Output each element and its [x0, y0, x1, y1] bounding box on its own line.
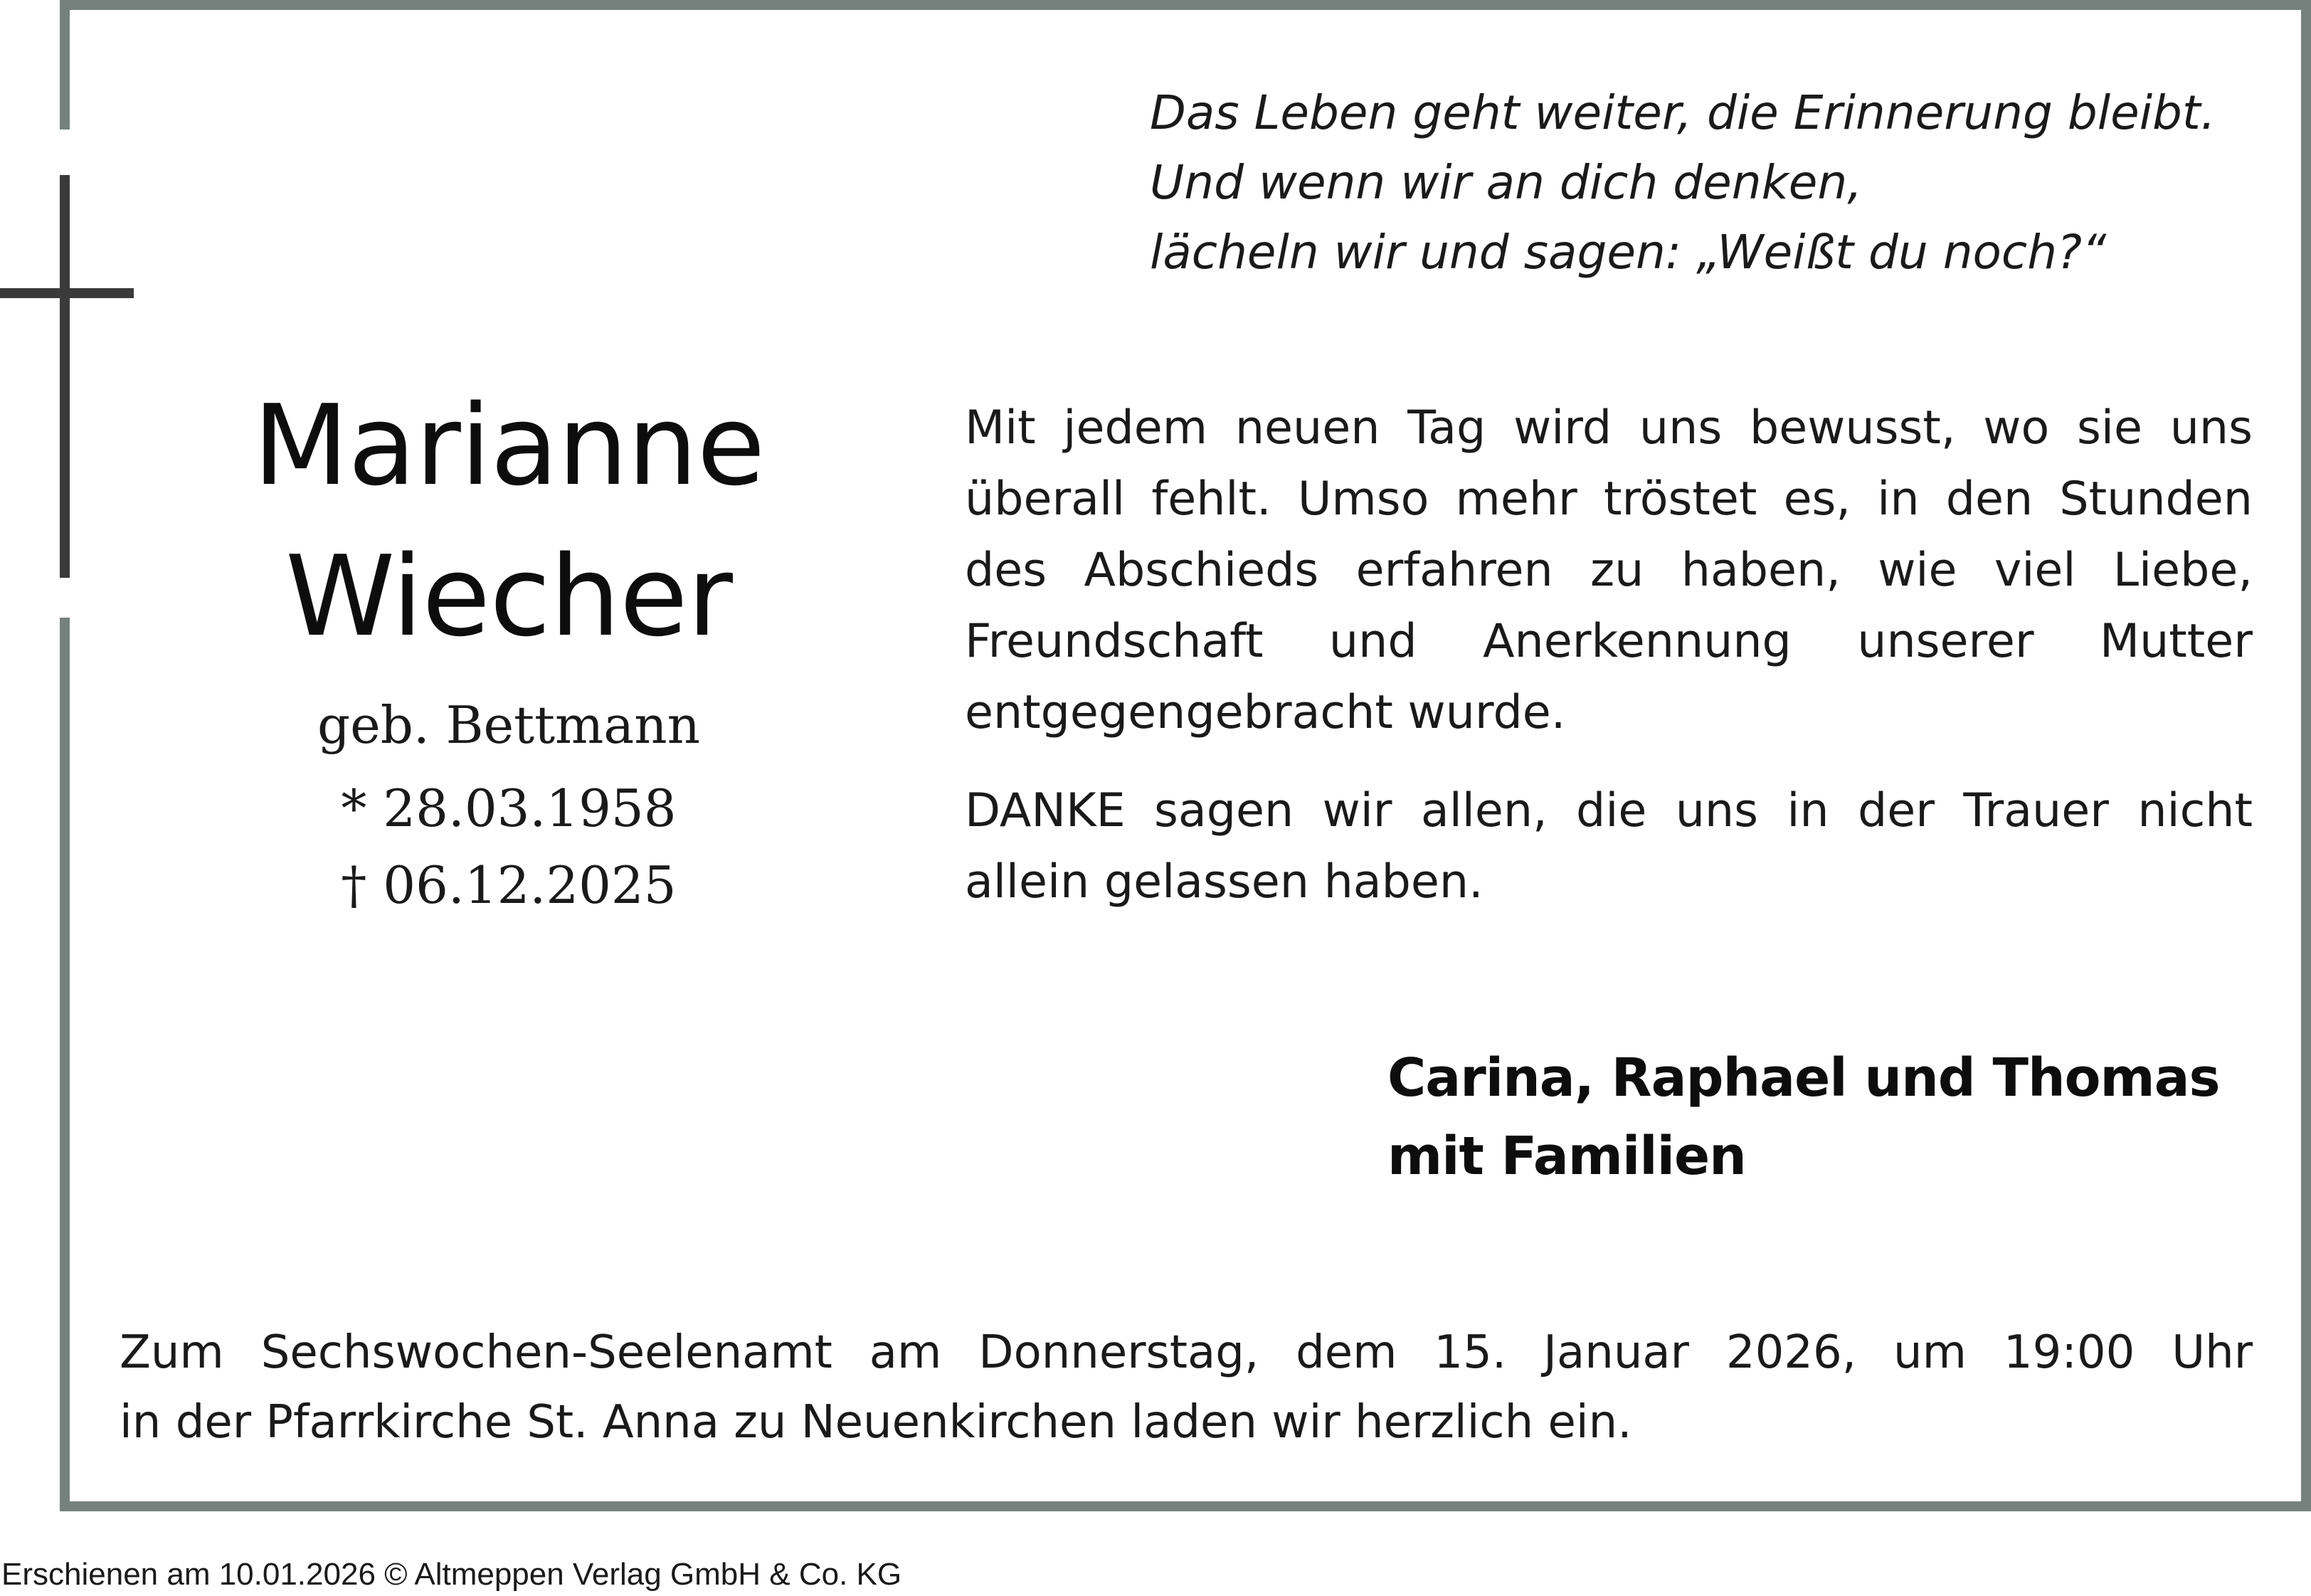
motto-line: lächeln wir und sagen: „Weißt du noch?“ [1150, 225, 2107, 280]
motto-line: Das Leben geht weiter, die Erinnerung bleibt. [1150, 85, 2216, 140]
memorial-service-info [120, 1318, 2253, 1457]
thanks-paragraph: Mit jedem neuen Tag wird uns bewusst, wo sie uns überall fehlt. Umso mehr tröstet es, in den Stunden des Abschieds erfahren zu haben, wie viel Liebe, Freundschaft und Anerkennung unserer Mutter entgegengebracht wurde. [965, 401, 2253, 739]
service-line: in der Pfarrkirche St. Anna zu Neuenkirchen laden wir herzlich ein. [120, 1396, 1632, 1449]
birth-date: * 28.03.1958 [341, 778, 677, 838]
notice-frame-left-top [60, 0, 70, 130]
thanks-paragraph: DANKE sagen wir allen, die uns in der Trauer nicht allein gelassen haben. [965, 784, 2253, 909]
cross-horizontal-bar [0, 288, 134, 298]
publication-footer: Erschienen am 10.01.2026 © Altmeppen Verlag GmbH & Co. KG [1, 1557, 902, 1592]
signature-line: mit Familien [1387, 1126, 1746, 1187]
signature [1387, 1039, 2263, 1195]
signature-line: Carina, Raphael und Thomas [1387, 1047, 2220, 1109]
thanks-text [965, 393, 2253, 918]
notice-frame-left-bottom [60, 618, 70, 1511]
deceased-birth-name: geb. Bettmann [317, 695, 700, 755]
deceased-last-name: Wiecher [285, 532, 732, 661]
motto-quote [1150, 78, 2260, 287]
life-dates [171, 770, 847, 924]
deceased-first-name: Marianne [253, 381, 765, 510]
motto-line: Und wenn wir an dich denken, [1150, 155, 1863, 210]
death-date: † 06.12.2025 [341, 855, 677, 915]
service-line: Zum Sechswochen-Seelenamt am Donnerstag, dem 15. Januar 2026, um 19:00 Uhr [120, 1326, 2253, 1379]
deceased-block [171, 370, 847, 924]
cross-vertical-bar [60, 175, 70, 578]
